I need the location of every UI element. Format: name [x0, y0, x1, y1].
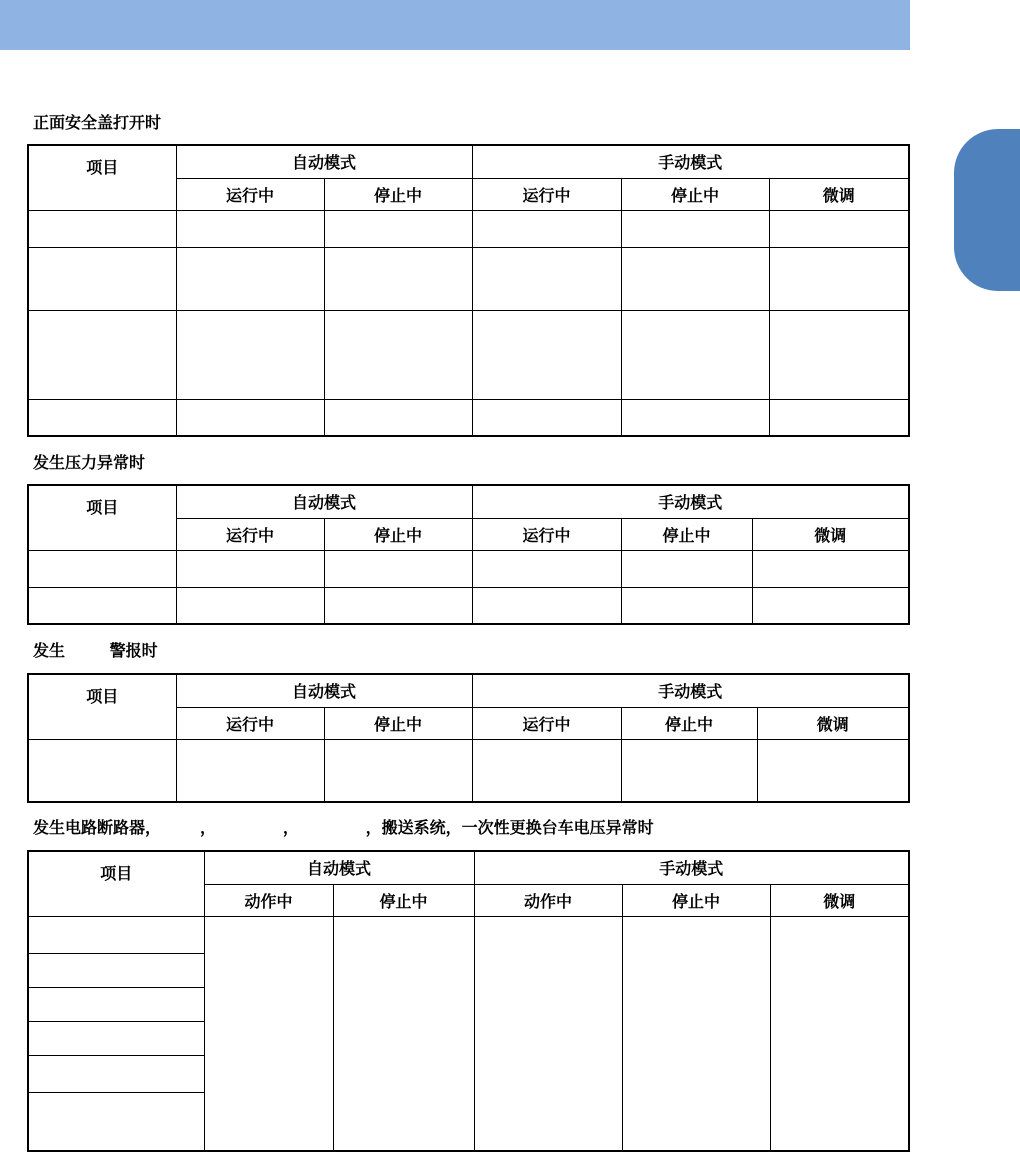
section-title-alarm: 发生 警报时 [33, 641, 158, 660]
table-row [28, 739, 909, 802]
header-stopped: 停止中 [333, 884, 474, 916]
header-acting: 动作中 [204, 884, 333, 916]
table-row [28, 916, 909, 953]
table-circuit-breaker [27, 850, 910, 1152]
header-auto-mode: 自动模式 [176, 145, 472, 178]
header-inching: 微调 [752, 518, 909, 550]
header-inching: 微调 [757, 707, 909, 739]
table-alarm [27, 673, 910, 803]
header-auto-mode: 自动模式 [176, 485, 472, 518]
header-band [0, 0, 910, 50]
header-item: 项目 [28, 674, 176, 739]
header-stopped: 停止中 [324, 707, 472, 739]
header-item: 项目 [28, 851, 204, 916]
table-row [28, 550, 909, 587]
header-stopped: 停止中 [621, 178, 769, 210]
header-manual-mode: 手动模式 [474, 851, 909, 884]
header-stopped: 停止中 [621, 518, 752, 550]
header-running: 运行中 [176, 518, 324, 550]
header-acting: 动作中 [474, 884, 622, 916]
section-title-front-cover: 正面安全盖打开时 [33, 113, 162, 132]
table-row [28, 399, 909, 436]
header-auto-mode: 自动模式 [176, 674, 472, 707]
header-manual-mode: 手动模式 [472, 485, 909, 518]
header-running: 运行中 [176, 707, 324, 739]
header-manual-mode: 手动模式 [472, 674, 909, 707]
header-stopped: 停止中 [622, 884, 770, 916]
header-running: 运行中 [472, 518, 621, 550]
table-pressure [27, 484, 910, 625]
header-auto-mode: 自动模式 [204, 851, 474, 884]
header-inching: 微调 [770, 884, 909, 916]
table-row [28, 247, 909, 310]
header-manual-mode: 手动模式 [472, 145, 909, 178]
header-running: 运行中 [176, 178, 324, 210]
section-title-circuit-breaker: 发生电路断路器， ， ， ，搬送系统，一次性更换台车电压异常时 [33, 818, 654, 837]
header-running: 运行中 [472, 178, 621, 210]
table-row [28, 210, 909, 247]
table-front-cover [27, 144, 910, 437]
header-item: 项目 [28, 485, 176, 550]
table-row [28, 310, 909, 399]
header-stopped: 停止中 [324, 178, 472, 210]
header-stopped: 停止中 [621, 707, 757, 739]
header-inching: 微调 [769, 178, 909, 210]
table-row [28, 587, 909, 624]
section-title-pressure: 发生压力异常时 [33, 453, 146, 472]
header-item: 项目 [28, 145, 176, 210]
section-tab [954, 129, 1020, 291]
header-stopped: 停止中 [324, 518, 472, 550]
header-running: 运行中 [472, 707, 621, 739]
